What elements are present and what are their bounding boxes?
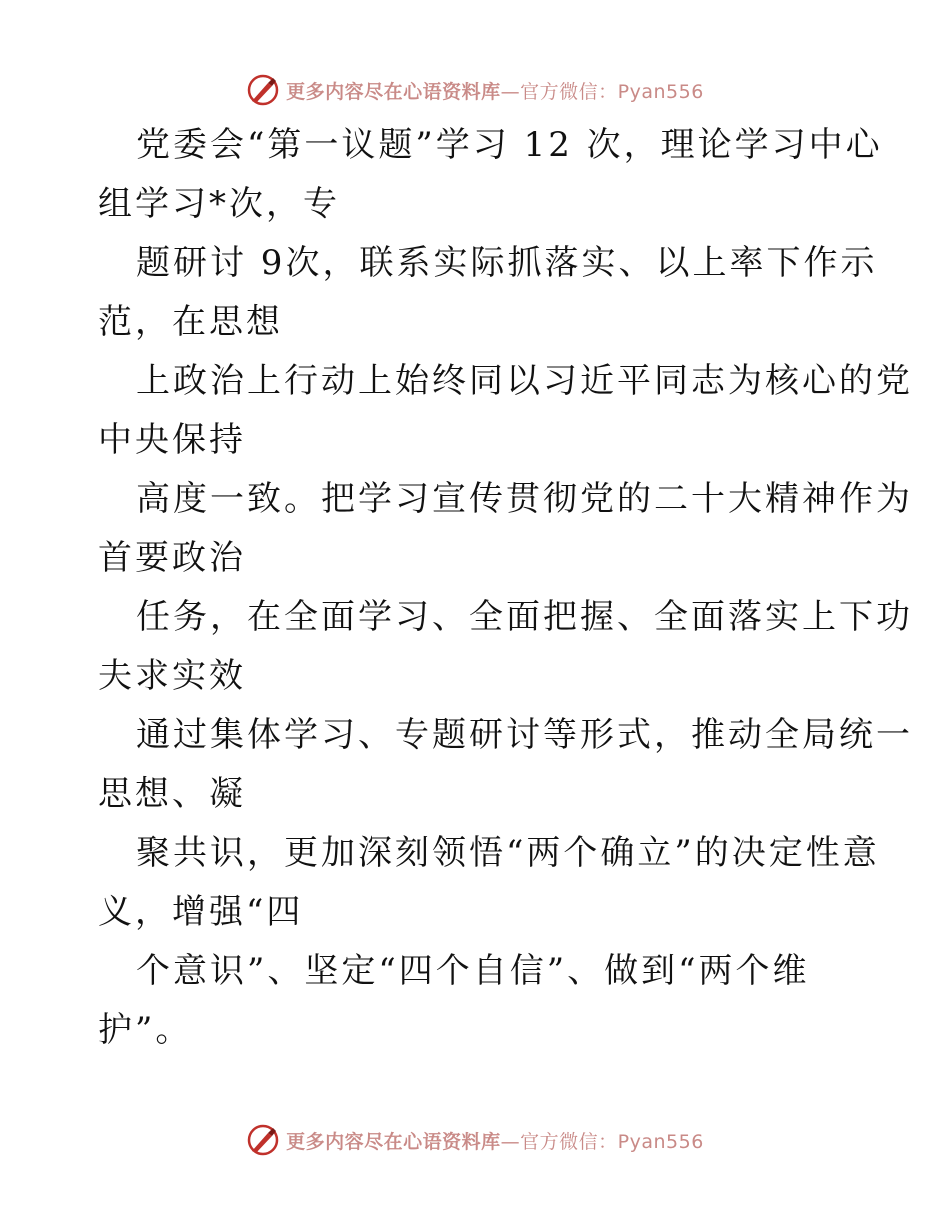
paragraph-line: 通过集体学习、专题研讨等形式，推动全局统一 思想、凝 (98, 715, 913, 814)
paragraph-line: 党委会“第一议题”学习 12 次，理论学习中心 组学习*次，专 (98, 125, 883, 224)
watermark-footer (0, 1120, 950, 1160)
watermark-text: 更多内容尽在心语资料库—官方微信：Pyan556 (286, 1130, 704, 1153)
paragraph-line: 上政治上行动上始终同以习近平同志为核心的党 中央保持 (98, 361, 913, 460)
watermark-text: 更多内容尽在心语资料库—官方微信：Pyan556 (286, 80, 704, 103)
paragraph-line: 聚共识，更加深刻领悟“两个确立”的决定性意 义，增强“四 (98, 833, 880, 932)
pen-logo-icon (246, 73, 280, 107)
paragraph-line: 任务，在全面学习、全面把握、全面落实上下功 夫求实效 (98, 597, 913, 696)
pen-logo-icon (246, 1123, 280, 1157)
paragraph-line: 题研讨 9次，联系实际抓落实、以上率下作示 范，在思想 (98, 243, 878, 342)
paragraph-line: 个意识”、坚定“四个自信”、做到“两个维 护”。 (98, 951, 810, 1050)
document-body (98, 116, 913, 1060)
paragraph-line: 高度一致。把学习宣传贯彻党的二十大精神作为 首要政治 (98, 479, 913, 578)
watermark-header (0, 70, 950, 110)
